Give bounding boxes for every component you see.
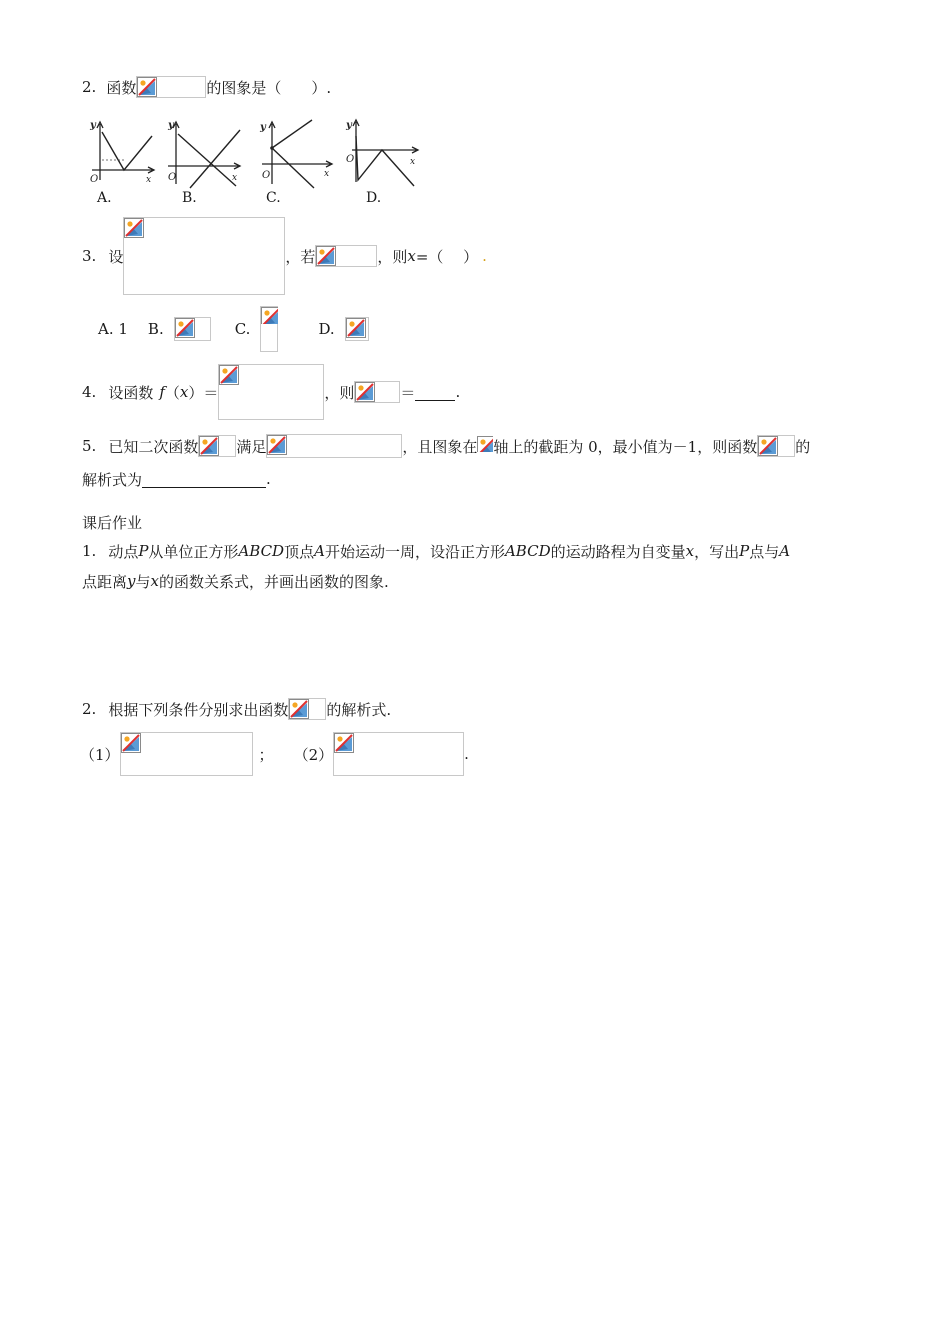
graph-option-c (256, 118, 336, 190)
variable-x: x (150, 572, 159, 590)
q4-rparen: ） (188, 383, 204, 402)
q4-end: . (455, 383, 461, 401)
function-image-2 (757, 435, 795, 457)
broken-image-icon (355, 382, 375, 402)
q4-then: ，则 (324, 383, 355, 402)
hw1-text-e: 的运动路程为自变量 (550, 542, 686, 561)
condition-image (266, 434, 402, 458)
answer-blank[interactable] (415, 384, 455, 401)
axis-label-y: y (168, 120, 174, 131)
option-b-label: B. (182, 190, 197, 206)
variable-x: x (685, 542, 695, 560)
option-a-label: A. (97, 190, 112, 206)
axis-label-origin: O (346, 154, 355, 165)
condition-image (315, 245, 377, 267)
q5-prefix: 已知二次函数 (108, 437, 199, 456)
hw1-text-b: 从单位正方形 (148, 542, 239, 561)
option-c-label: C. (266, 190, 281, 206)
q3-option-d-label: D. (318, 320, 335, 338)
axis-label-x: x (324, 169, 330, 179)
hw2-number: 2. (82, 700, 97, 718)
axis-label-origin: O (90, 174, 99, 185)
part-end: . (464, 745, 469, 763)
q4-equals-2: ＝ (400, 383, 416, 402)
homework-problem-2 (82, 697, 391, 721)
homework-problem-1 (82, 540, 790, 562)
vertex-a: A (779, 542, 791, 560)
q3-if: ，若 (285, 247, 316, 266)
q4-number: 4. (82, 383, 97, 401)
hw1-text-f: ，写出 (694, 542, 740, 561)
axis-label-origin: O (168, 172, 177, 183)
broken-image-icon (316, 246, 336, 266)
hw1-text-d: 开始运动一周，设沿正方形 (324, 542, 505, 561)
broken-image-icon (121, 733, 141, 753)
point-p: P (739, 542, 750, 560)
option-d-image (345, 317, 369, 341)
q4-equals: ＝ (203, 383, 219, 402)
axis-image (477, 436, 493, 456)
graph-option-a (88, 120, 158, 186)
part-2-label: （2） (293, 745, 334, 764)
broken-image-icon (199, 436, 219, 456)
square-abcd: ABCD (238, 542, 285, 560)
broken-image-icon (346, 318, 366, 338)
hw1-line2-a: 点距离 (82, 572, 128, 591)
hw1-text-a: 动点 (108, 542, 139, 561)
homework-problem-1-line-2 (82, 570, 389, 592)
broken-image-icon (334, 733, 354, 753)
point-p: P (138, 542, 149, 560)
homework-problem-2-parts (80, 732, 469, 776)
q3-var: x (407, 247, 416, 265)
q3-options (98, 306, 369, 352)
broken-image-icon (758, 436, 778, 456)
q3-option-a: A. 1 (98, 320, 128, 338)
hw1-text-g: 点与 (749, 542, 780, 561)
broken-image-icon (289, 699, 309, 719)
q4-f: f (159, 383, 165, 401)
q2-suffix: 的图象是（ ）. (206, 78, 332, 97)
q3-then: ，则 (377, 247, 408, 266)
q2-number: 2. (82, 78, 97, 96)
q3-number: 3. (82, 247, 97, 265)
broken-image-icon (124, 218, 144, 238)
q3-option-b-label: B. (147, 320, 164, 338)
broken-image-icon (175, 318, 195, 338)
graph-option-b (166, 120, 244, 190)
piecewise-function-image (123, 217, 285, 295)
axis-label-x: x (410, 157, 416, 167)
q5-satisfies: 满足 (236, 437, 267, 456)
graph-option-d (342, 118, 422, 188)
part-1-label: （1） (80, 745, 120, 764)
axis-label-y: y (90, 120, 96, 131)
q4-x: x (179, 383, 189, 401)
hw2-text-b: 的解析式. (326, 700, 392, 719)
axis-label-x: x (146, 175, 152, 185)
option-c-image (260, 306, 278, 352)
q5-line2: 解析式为 (82, 470, 143, 489)
vertex-a: A (314, 542, 325, 560)
part-separator: ； (258, 745, 274, 764)
axis-label-origin: O (262, 170, 271, 181)
square-abcd: ABCD (504, 542, 551, 560)
expression-image (354, 381, 400, 403)
q3-prefix: 设 (108, 247, 124, 266)
hw1-number: 1. (82, 542, 97, 560)
formula-image (136, 76, 206, 98)
hw1-line2-c: 的函数关系式，并画出函数的图象. (158, 572, 389, 591)
function-definition-image (218, 364, 324, 420)
q5-end: 的 (795, 437, 811, 456)
answer-blank[interactable] (142, 471, 266, 488)
q4-prefix: 设函数 (108, 383, 154, 402)
hw1-text-c: 顶点 (284, 542, 315, 561)
function-image (288, 698, 326, 720)
broken-image-icon (219, 365, 239, 385)
q3-option-c-label: C. (234, 320, 251, 338)
q5-number: 5. (82, 437, 97, 455)
q5-middle-2: 轴上的截距为 0，最小值为－1，则函数 (493, 437, 758, 456)
q3-eq: =（ ） (415, 247, 479, 266)
broken-image-icon (477, 436, 493, 452)
axis-label-y: y (346, 120, 352, 131)
question-4 (82, 364, 460, 420)
question-5-line-2 (82, 468, 271, 490)
hw1-line2-b: 与 (135, 572, 151, 591)
q5-middle: ，且图象在 (402, 437, 478, 456)
variable-y: y (127, 572, 136, 590)
hw2-text-a: 根据下列条件分别求出函数 (108, 700, 289, 719)
condition-1-image (120, 732, 253, 776)
homework-heading: 课后作业 (82, 514, 143, 532)
condition-2-image (333, 732, 464, 776)
broken-image-icon (261, 307, 278, 324)
function-image (198, 435, 236, 457)
q2-prefix: 函数 (106, 78, 137, 97)
axis-label-y: y (260, 122, 266, 133)
option-d-label: D. (366, 190, 382, 206)
broken-image-icon (137, 77, 157, 97)
broken-image-icon (267, 435, 287, 455)
q5-end2: . (266, 470, 271, 488)
question-3: 3. 设 ，若 ，则 x =（ ） . (82, 216, 487, 296)
q4-lparen: （ (164, 383, 180, 402)
axis-label-x: x (232, 173, 238, 183)
option-b-image (174, 317, 211, 341)
question-2 (82, 76, 331, 98)
question-5 (82, 434, 810, 458)
